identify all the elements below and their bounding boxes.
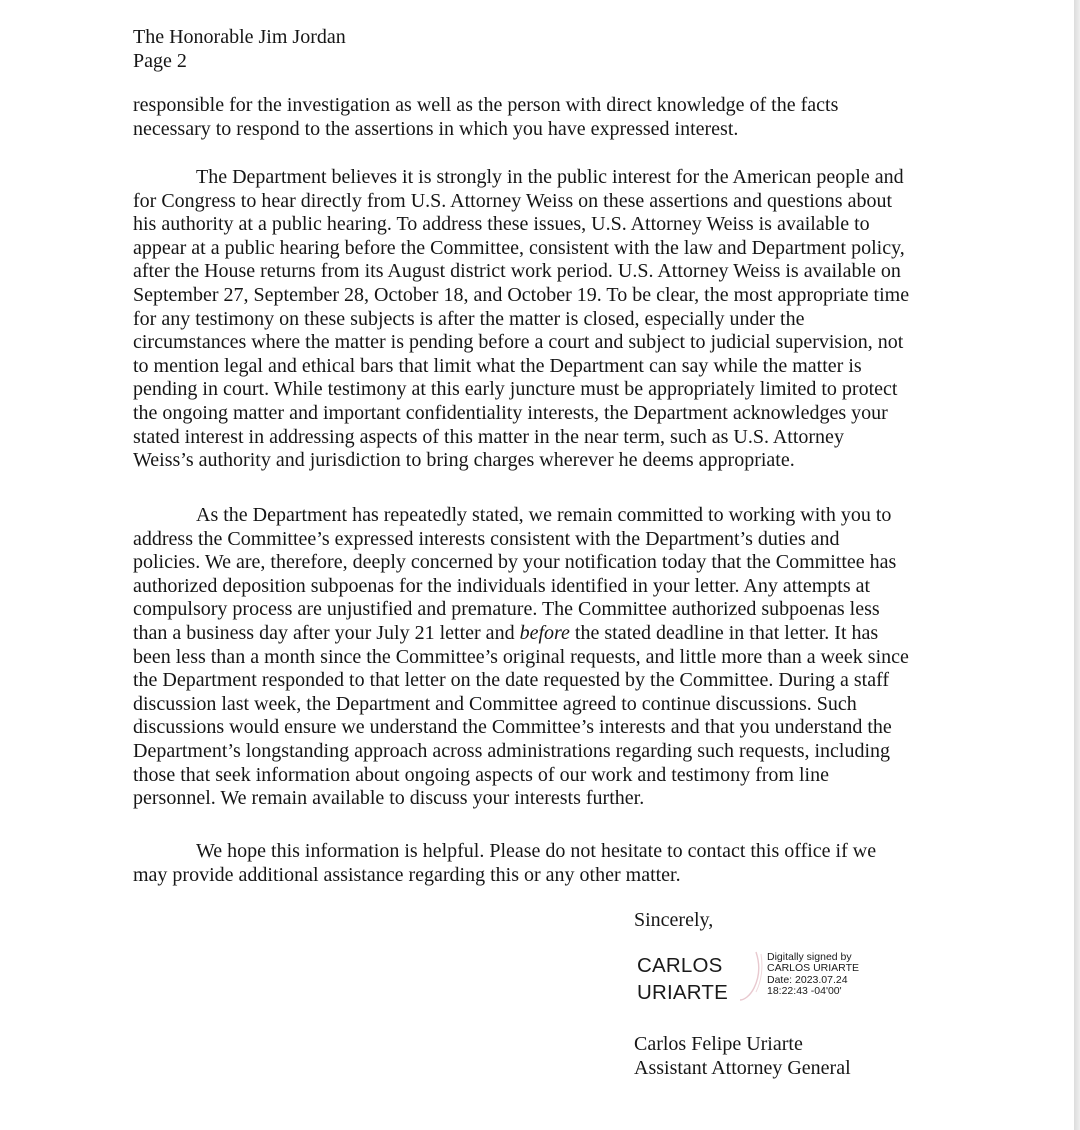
signature-first-name: CARLOS <box>637 954 723 977</box>
signer-block <box>634 1033 851 1080</box>
page-edge-shadow <box>1074 0 1080 1130</box>
signature-flourish-icon <box>730 946 770 1006</box>
signature-detail-line: CARLOS URIARTE <box>767 962 859 975</box>
text-line: necessary to respond to the assertions in which you have expressed interest. <box>133 117 739 140</box>
text-line: address the Committee’s expressed interests consistent with the Department’s duties and <box>133 527 840 550</box>
text-line: those that seek information about ongoing aspects of our work and testimony from line <box>133 763 829 786</box>
signer-title: Assistant Attorney General <box>634 1056 851 1079</box>
text-line-with-emphasis <box>133 622 963 646</box>
text-line: We hope this information is helpful. Please do not hesitate to contact this office if we <box>196 840 877 862</box>
emphasized-word: before <box>519 621 570 644</box>
text-line: appear at a public hearing before the Committee, consistent with the law and Department policy, <box>133 236 905 259</box>
text-line: after the House returns from its August district work period. U.S. Attorney Weiss is available on <box>133 260 901 283</box>
text-line: policies. We are, therefore, deeply concerned by your notification today that the Committee has <box>133 551 897 574</box>
text-line: As the Department has repeatedly stated, we remain committed to working with you to <box>196 504 892 526</box>
text-line: circumstances where the matter is pending before a court and subject to judicial supervision, not <box>133 331 904 354</box>
text-line: The Department believes it is strongly in the public interest for the American people and <box>196 166 904 188</box>
text-line: Weiss’s authority and jurisdiction to bring charges wherever he deems appropriate. <box>133 449 795 472</box>
signature-detail-line: 18:22:43 -04'00' <box>767 985 842 998</box>
text-line: the ongoing matter and important confidentiality interests, the Department acknowledges your <box>133 401 888 424</box>
paragraph-continuation <box>133 94 963 141</box>
text-line: personnel. We remain available to discuss your interests further. <box>133 787 645 810</box>
addressee: The Honorable Jim Jordan <box>133 26 346 48</box>
text-line: pending in court. While testimony at this early juncture must be appropriately limited to protect <box>133 378 898 401</box>
digital-signature-name <box>637 952 728 1006</box>
text-line: for Congress to hear directly from U.S. Attorney Weiss on these assertions and questions about <box>133 189 893 212</box>
text-line: been less than a month since the Committee’s original requests, and little more than a week since <box>133 645 909 668</box>
text-segment: than a business day after your July 21 letter and <box>133 621 520 644</box>
text-line: September 27, September 28, October 18, and October 19. To be clear, the most appropriate time <box>133 283 910 306</box>
text-segment: the stated deadline in that letter. It has <box>569 621 879 644</box>
page-header <box>133 26 533 73</box>
text-line: compulsory process are unjustified and premature. The Committee authorized subpoenas less <box>133 598 880 621</box>
text-line: to mention legal and ethical bars that limit what the Department can say while the matter is <box>133 354 862 377</box>
text-line: discussion last week, the Department and Committee agreed to continue discussions. Such <box>133 692 857 715</box>
text-line: Department’s longstanding approach across administrations regarding such requests, including <box>133 739 891 762</box>
closing-salutation: Sincerely, <box>634 909 714 931</box>
text-line: his authority at a public hearing. To address these issues, U.S. Attorney Weiss is available to <box>133 213 870 236</box>
signer-name: Carlos Felipe Uriarte <box>634 1033 803 1055</box>
page-number: Page 2 <box>133 49 187 72</box>
digital-signature-details <box>767 952 859 998</box>
paragraph-closing-remarks <box>133 840 963 887</box>
signature-detail-line: Digitally signed by <box>767 951 852 963</box>
paragraph-public-hearing <box>133 166 963 473</box>
text-line: stated interest in addressing aspects of this matter in the near term, such as U.S. Attorney <box>133 425 844 448</box>
text-line: authorized deposition subpoenas for the individuals identified in your letter. Any attempts at <box>133 574 871 597</box>
text-line: discussions would ensure we understand the Committee’s interests and that you understand the <box>133 716 892 739</box>
text-line: the Department responded to that letter on the date requested by the Committee. During a staff <box>133 669 890 692</box>
text-line: responsible for the investigation as well as the person with direct knowledge of the facts <box>133 94 839 116</box>
text-line: may provide additional assistance regarding this or any other matter. <box>133 863 681 886</box>
paragraph-subpoenas <box>133 504 963 811</box>
signature-last-name: URIARTE <box>637 981 729 1004</box>
signature-detail-line: Date: 2023.07.24 <box>767 973 848 986</box>
text-line: for any testimony on these subjects is after the matter is closed, especially under the <box>133 307 805 330</box>
